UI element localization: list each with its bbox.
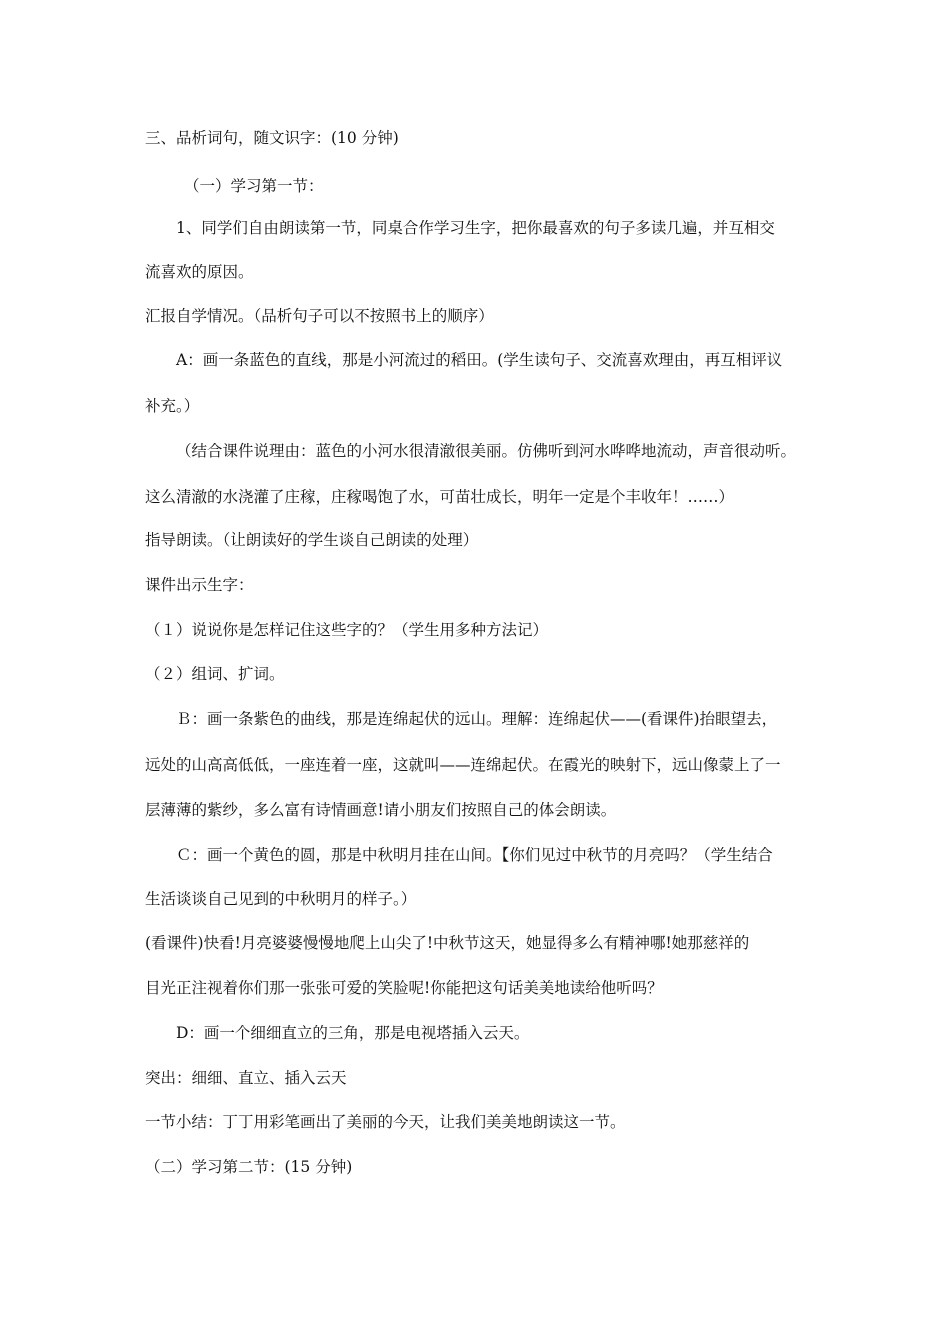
paragraph-line: （１）说说你是怎样记住这些字的？（学生用多种方法记） bbox=[145, 621, 549, 639]
paragraph-line: 汇报自学情况。（品析句子可以不按照书上的顺序） bbox=[145, 307, 494, 325]
paragraph-line: D：画一个细细直立的三角，那是电视塔插入云天。 bbox=[176, 1024, 530, 1042]
paragraph-line: 这么清澈的水浇灌了庄稼，庄稼喝饱了水，可苗壮成长，明年一定是个丰收年！……） bbox=[145, 488, 735, 506]
paragraph-line: 一节小结：丁丁用彩笔画出了美丽的今天，让我们美美地朗读这一节。 bbox=[145, 1113, 626, 1131]
paragraph-line: 课件出示生字： bbox=[145, 576, 254, 594]
paragraph-line: 补充。） bbox=[145, 397, 200, 415]
paragraph-line: A：画一条蓝色的直线，那是小河流过的稻田。(学生读句子、交流喜欢理由，再互相评议 bbox=[176, 351, 783, 369]
paragraph-line: 层薄薄的紫纱，多么富有诗情画意!请小朋友们按照自己的体会朗读。 bbox=[145, 801, 617, 819]
subsection-heading: （二）学习第二节：(15 分钟) bbox=[145, 1158, 353, 1176]
paragraph-line: 1、同学们自由朗读第一节，同桌合作学习生字，把你最喜欢的句子多读几遍，并互相交 bbox=[176, 219, 775, 237]
paragraph-line: Ｂ：画一条紫色的曲线，那是连绵起伏的远山。理解：连绵起伏——(看课件)抬眼望去， bbox=[176, 710, 778, 728]
paragraph-line: （２）组词、扩词。 bbox=[145, 665, 285, 683]
paragraph-line: (看课件)快看!月亮婆婆慢慢地爬上山尖了!中秋节这天，她显得多么有精神哪!她那慈祥的 bbox=[145, 934, 750, 952]
paragraph-line: 突出：细细、直立、插入云天 bbox=[145, 1069, 347, 1087]
paragraph-line: 生活谈谈自己见到的中秋明月的样子。） bbox=[145, 890, 417, 908]
paragraph-line: （结合课件说理由：蓝色的小河水很清澈很美丽。仿佛听到河水哗哗地流动，声音很动听。 bbox=[176, 442, 797, 460]
paragraph-line: 目光正注视着你们那一张张可爱的笑脸呢!你能把这句话美美地读给他听吗？ bbox=[145, 979, 663, 997]
paragraph-line: 远处的山高高低低，一座连着一座，这就叫——连绵起伏。在霞光的映射下，远山像蒙上了一 bbox=[145, 756, 781, 774]
section-heading: 三、品析词句，随文识字：(10 分钟) bbox=[145, 129, 399, 147]
paragraph-line: 指导朗读。（让朗读好的学生谈自己朗读的处理） bbox=[145, 531, 479, 549]
paragraph-line: 流喜欢的原因。 bbox=[145, 263, 254, 281]
subsection-heading: （一）学习第一节： bbox=[184, 177, 324, 195]
paragraph-line: Ｃ：画一个黄色的圆，那是中秋明月挂在山间。【你们见过中秋节的月亮吗？（学生结合 bbox=[176, 846, 773, 864]
